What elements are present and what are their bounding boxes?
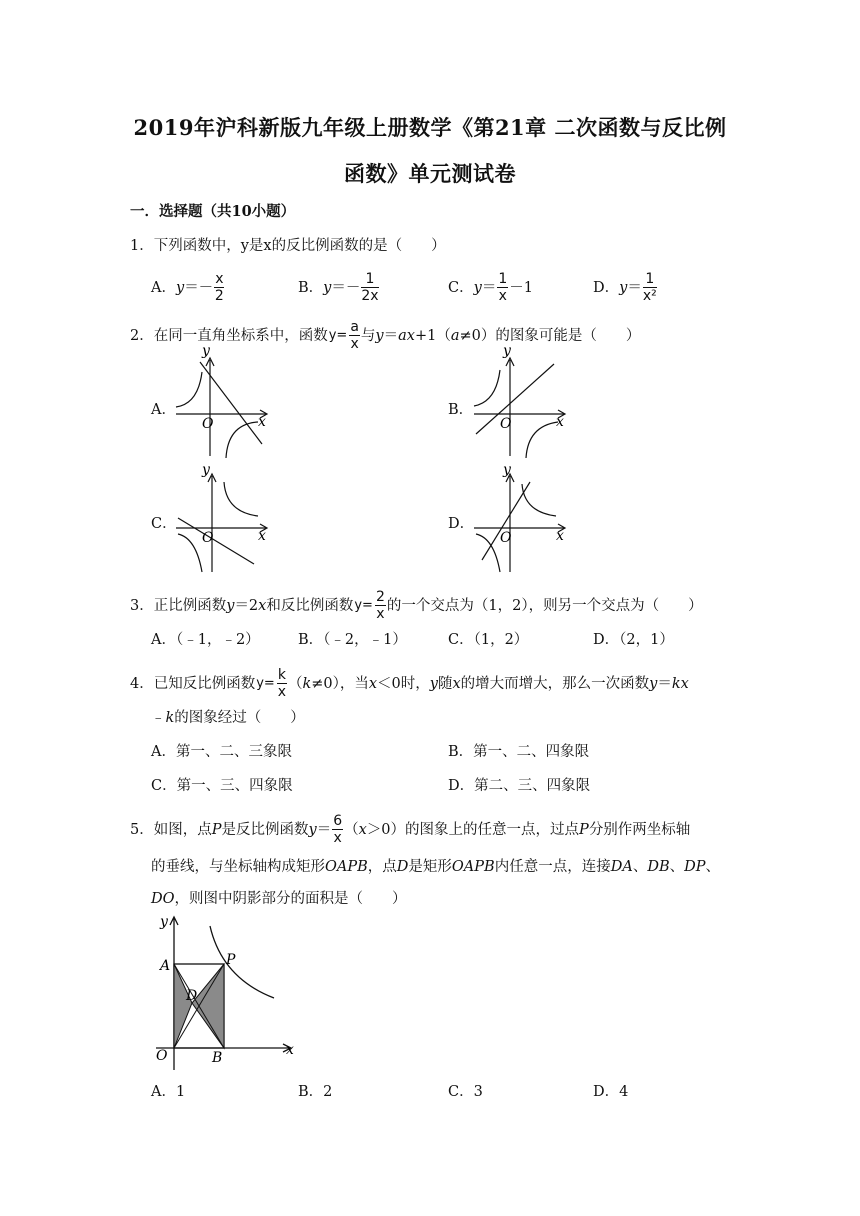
q5-option-a[interactable]: A．1 xyxy=(151,1084,186,1100)
q2a-y-label: y xyxy=(202,343,210,359)
q2-graph-a[interactable] xyxy=(172,343,272,460)
q2-label-a[interactable]: A． xyxy=(151,402,176,418)
q5-fig-D: D xyxy=(186,988,198,1004)
q3-option-c[interactable]: C．（1，2） xyxy=(448,632,529,648)
q2b-y-label: y xyxy=(503,343,511,359)
q2b-x-label: x xyxy=(556,414,564,430)
section-heading: 一．选择题（共10小题） xyxy=(130,203,296,220)
q5-fig-x: x xyxy=(286,1042,294,1058)
q2c-y-label: y xyxy=(202,462,210,478)
q5-stem-line2: 的垂线，与坐标轴构成矩形OAPB，点D是矩形OAPB内任意一点，连接DA、DB、DP、 xyxy=(151,859,720,875)
q2-label-d[interactable]: D． xyxy=(448,516,475,532)
q4-option-d[interactable]: D．第二、三、四象限 xyxy=(448,778,591,794)
q5-fig-O: O xyxy=(156,1048,168,1064)
q2a-x-label: x xyxy=(258,414,266,430)
q3-option-d[interactable]: D．（2，1） xyxy=(593,632,674,648)
q5-fig-B: B xyxy=(212,1050,223,1066)
q2c-x-label: x xyxy=(258,528,266,544)
q5-option-b[interactable]: B．2 xyxy=(298,1084,333,1100)
q5-fig-A: A xyxy=(160,958,171,974)
q2c-origin: O xyxy=(202,530,214,546)
q1-option-b[interactable]: B．y＝－ $\frac{1}{2x}$ xyxy=(298,271,379,304)
q2d-x-label: x xyxy=(556,528,564,544)
q2-graph-c[interactable] xyxy=(172,462,272,576)
q4-stem-line1: 4．已知反比例函数y= $\frac{k}{x}$ （k≠0），当x＜0时，y随x的增大而增大，那么一次函数y＝kx xyxy=(130,667,689,700)
q2b-origin: O xyxy=(500,416,512,432)
q4-option-a[interactable]: A．第一、二、三象限 xyxy=(151,744,292,760)
q2-label-b[interactable]: B． xyxy=(448,402,474,418)
q2-stem: 2．在同一直角坐标系中，函数y= $\frac{a}{x}$ 与y＝ax+1（a≠0）的图象可能是（ ） xyxy=(130,319,641,352)
q3-option-b[interactable]: B．（﹣2，﹣1） xyxy=(298,632,407,648)
q5-stem-line3: DO，则图中阴影部分的面积是（ ） xyxy=(151,891,407,907)
q5-option-c[interactable]: C．3 xyxy=(448,1084,483,1100)
q5-option-d[interactable]: D．4 xyxy=(593,1084,629,1100)
q2d-origin: O xyxy=(500,530,512,546)
q3-option-a[interactable]: A．（﹣1，﹣2） xyxy=(151,632,260,648)
q2-graph-b[interactable] xyxy=(470,343,570,460)
q2-label-c[interactable]: C． xyxy=(151,516,177,532)
q5-figure xyxy=(150,912,300,1070)
q1-option-a[interactable]: A．y＝－ $\frac{x}{2}$ xyxy=(151,271,224,304)
title-line-1: 2019年沪科新版九年级上册数学《第21章 二次函数与反比例 xyxy=(133,115,727,140)
q4-option-b[interactable]: B．第一、二、四象限 xyxy=(448,744,590,760)
q5-fig-y: y xyxy=(160,914,168,930)
q1-option-d[interactable]: D．y＝ $\frac{1}{\text{x²}}$ xyxy=(593,271,657,304)
q1-stem: 1．下列函数中，y是x的反比例函数的是（ ） xyxy=(130,238,446,254)
q4-option-c[interactable]: C．第一、三、四象限 xyxy=(151,778,293,794)
q4-stem-line2: ﹣k的图象经过（ ） xyxy=(151,710,305,726)
q2a-origin: O xyxy=(202,416,214,432)
q5-fig-P: P xyxy=(226,952,236,968)
q5-stem-line1: 5．如图，点P是反比例函数y＝ $\frac{6}{x}$ （x＞0）的图象上的任意一点，过点P分别作两坐标轴 xyxy=(130,813,691,846)
title-line-2: 函数》单元测试卷 xyxy=(344,161,516,186)
q2-graph-d[interactable] xyxy=(470,462,570,576)
q2d-y-label: y xyxy=(503,462,511,478)
q1-option-c[interactable]: C．y＝ $\frac{1}{x}$ －1 xyxy=(448,271,533,304)
q3-stem: 3．正比例函数y＝2x和反比例函数y= $\frac{2}{x}$ 的一个交点为（1，2），则另一个交点为（ ） xyxy=(130,589,703,622)
